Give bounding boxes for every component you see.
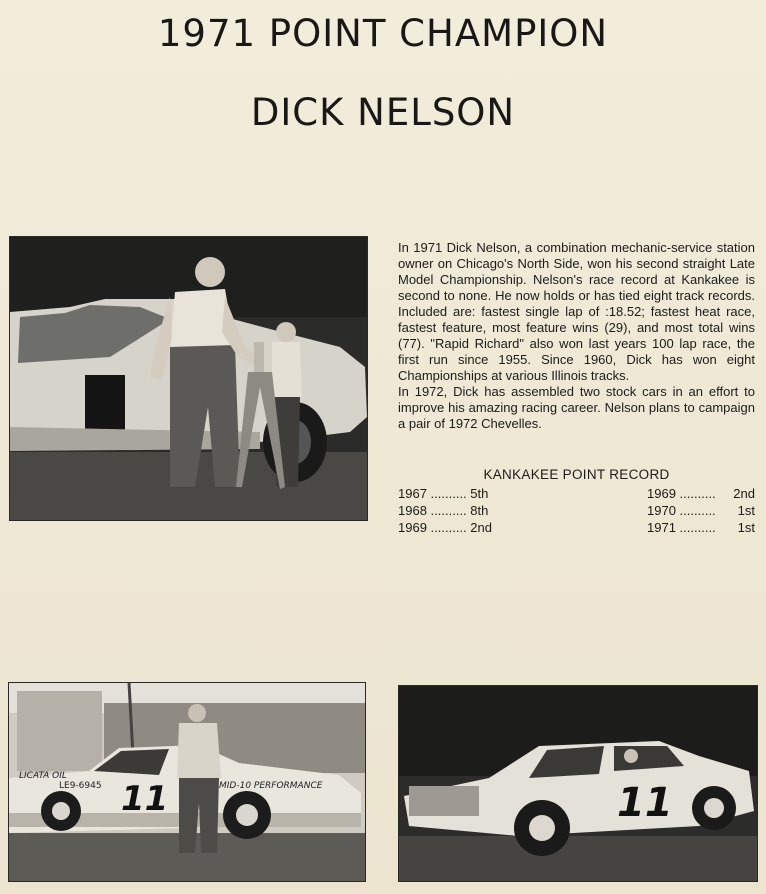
car-number: 11 bbox=[121, 779, 169, 819]
record-place: 5th bbox=[470, 486, 489, 501]
record-year: 1969 bbox=[398, 520, 427, 535]
sponsor-text: LICATA OIL bbox=[19, 771, 67, 781]
record-place: 8th bbox=[470, 503, 489, 518]
record-dots: .......... bbox=[430, 520, 467, 535]
record-row bbox=[647, 519, 755, 536]
race-car-image bbox=[399, 686, 757, 881]
record-row bbox=[398, 519, 492, 536]
record-year: 1969 bbox=[647, 486, 676, 501]
phone-text: LE9-6945 bbox=[59, 781, 102, 791]
record-year: 1971 bbox=[647, 520, 676, 535]
record-dots: .......... bbox=[679, 520, 716, 535]
race-car-photo bbox=[398, 685, 758, 882]
record-column-right bbox=[647, 485, 755, 536]
record-place: 2nd bbox=[470, 520, 492, 535]
page-title: 1971 POINT CHAMPION bbox=[157, 12, 609, 55]
driver-with-car-photo bbox=[8, 682, 366, 882]
trophy-photo bbox=[9, 236, 368, 521]
driver-name: DICK NELSON bbox=[250, 91, 516, 134]
car-number-panel bbox=[85, 375, 125, 437]
record-place: 1st bbox=[737, 520, 755, 535]
record-place: 1st bbox=[737, 503, 755, 518]
car-number: 11 bbox=[617, 780, 673, 826]
record-row bbox=[647, 502, 755, 519]
article-paragraph: In 1972, Dick has assembled two stock cars in an effort to improve his amazing racing career. Nelson plans to campaign a pair of 1972 Chevelles. bbox=[398, 384, 755, 431]
trophy-photo-image bbox=[10, 237, 367, 520]
driver-with-car-image bbox=[9, 683, 365, 881]
record-dots: .......... bbox=[430, 503, 467, 518]
record-dots: .......... bbox=[679, 486, 716, 501]
record-year: 1968 bbox=[398, 503, 427, 518]
record-place: 2nd bbox=[733, 486, 755, 501]
record-row bbox=[398, 502, 492, 519]
record-column-left bbox=[398, 485, 492, 536]
record-year: 1967 bbox=[398, 486, 427, 501]
record-dots: .......... bbox=[679, 503, 716, 518]
record-row bbox=[647, 485, 755, 502]
article-text bbox=[398, 240, 755, 432]
record-title: KANKAKEE POINT RECORD bbox=[483, 467, 670, 482]
door-text: MID-10 PERFORMANCE bbox=[219, 781, 323, 791]
record-year: 1970 bbox=[647, 503, 676, 518]
article-paragraph: In 1971 Dick Nelson, a combination mechanic-service station owner on Chicago's North Side, won his second straight Late Model Championship. Nelson's race record at Kankakee is second to none. He now holds or has tied eight track records. Included are: fastest single lap of :18.52; fastest heat race, fastest feature, most feature wins (29), and most total wins (77). "Rapid Richard" also won last years 100 lap race, the first run since 1955. Since 1960, Dick has won eight Championships at various Illinois tracks. bbox=[398, 240, 755, 383]
record-dots: .......... bbox=[430, 486, 467, 501]
record-row bbox=[398, 485, 492, 502]
